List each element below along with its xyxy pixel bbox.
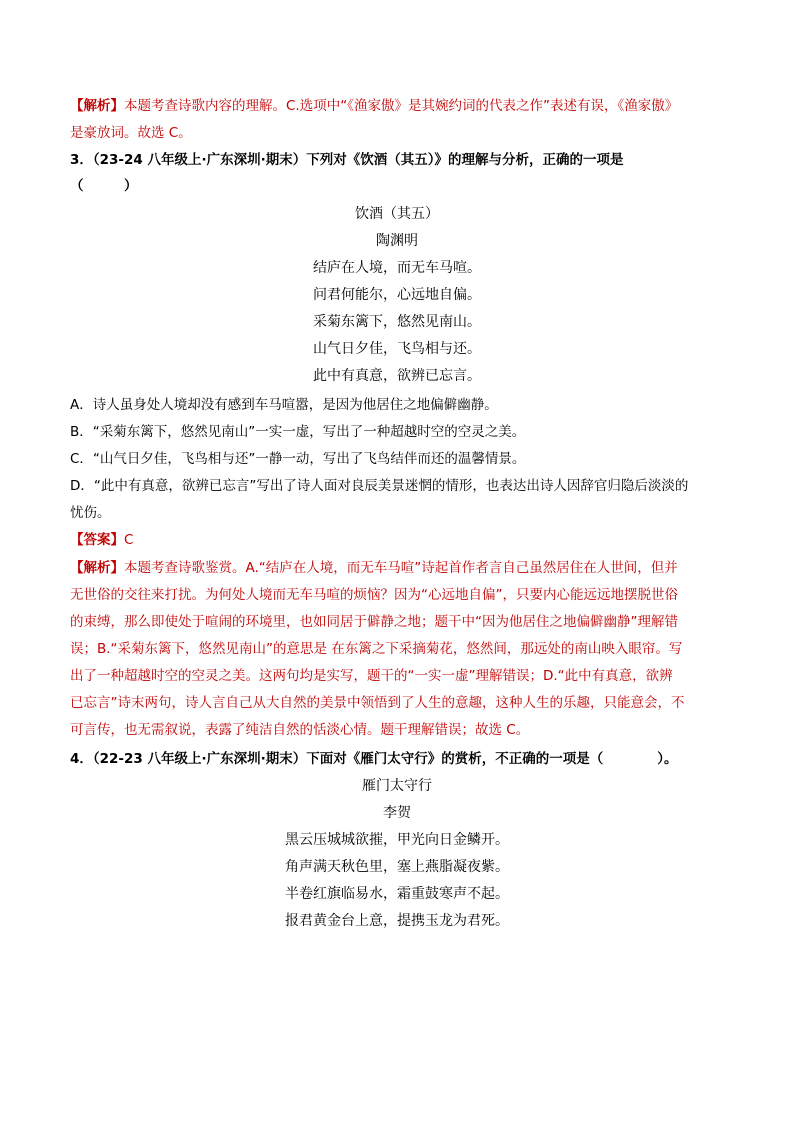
poem-title: 雁门太守行 [362, 778, 432, 794]
analysis-line: 误；B.“采菊东篱下，悠然见南山”的意思是 在东篱之下采摘菊花，悠然间，那远处的南山映入眼帘。写 [70, 641, 683, 657]
poem-author: 陶渊明 [376, 233, 418, 249]
option-a: A．诗人虽身处人境却没有感到车马喧嚣，是因为他居住之地偏僻幽静。 [70, 397, 498, 413]
analysis-line [70, 558, 678, 578]
analysis-tag: 【解析】 [70, 98, 124, 114]
poem-line: 角声满天秋色里，塞上燕脂凝夜紫。 [285, 859, 509, 875]
analysis-line: 已忘言”诗末两句，诗人言自己从大自然的美景中领悟到了人生的意趣，这种人生的乐趣，只能意会，不 [70, 695, 685, 711]
poem-line: 报君黄金台上意，提携玉龙为君死。 [285, 913, 509, 929]
poem-line: 此中有真意，欲辨已忘言。 [313, 368, 481, 384]
analysis-tag: 【解析】 [70, 560, 124, 576]
question-4-stem: 4．（22-23 八年级上·广东深圳·期末）下面对《雁门太守行》的赏析，不正确的一项是（ ）。 [70, 751, 678, 767]
option-d: D．“此中有真意，欲辨已忘言”写出了诗人面对良辰美景迷惘的情形，也表达出诗人因辞官归隐后淡淡的 [70, 478, 689, 494]
question-3-stem: 3．（23-24 八年级上·广东深圳·期末）下列对《饮酒（其五）》的理解与分析，正确的一项是 [70, 152, 624, 168]
poem-line: 问君何能尔，心远地自偏。 [313, 287, 481, 303]
option-d-continued: 忧伤。 [70, 505, 111, 521]
analysis-line: 的束缚，那么即使处于喧闹的环境里，也如同居于僻静之地；题干中“因为他居住之地偏僻幽静”理解错 [70, 614, 678, 630]
option-b: B．“采菊东篱下，悠然见南山”一实一虚，写出了一种超越时空的空灵之美。 [70, 424, 526, 440]
analysis-line: 无世俗的交往来打扰。为何处人境而无车马喧的烦恼？因为“心远地自偏”，只要内心能远远地摆脱世俗 [70, 587, 678, 603]
answer-tag: 【答案】 [70, 532, 124, 548]
poem-line: 结庐在人境，而无车马喧。 [313, 260, 481, 276]
poem-title: 饮酒（其五） [355, 206, 439, 222]
analysis-text: 本题考查诗歌内容的理解。C.选项中“《渔家傲》是其婉约词的代表之作”表述有误，《渔家傲》 [124, 98, 679, 114]
poem-line: 黑云压城城欲摧，甲光向日金鳞开。 [285, 832, 509, 848]
analysis-line: 出了一种超越时空的空灵之美。这两句均是实写，题干的“一实一虚”理解错误；D.“此中有真意，欲辨 [70, 668, 673, 684]
answer-line [70, 530, 133, 550]
answer-value: C [124, 532, 134, 548]
analysis-line: 可言传，也无需叙说，表露了纯洁自然的恬淡心情。题干理解错误；故选 C。 [70, 722, 530, 738]
poem-line: 采菊东篱下，悠然见南山。 [313, 314, 481, 330]
analysis-text: 本题考查诗歌鉴赏。A.“结庐在人境，而无车马喧”诗起首作者言自己虽然居住在人世间，但并 [124, 560, 678, 576]
analysis-line: 是豪放词。故选 C。 [70, 125, 192, 141]
option-c: C．“山气日夕佳，飞鸟相与还”一静一动，写出了飞鸟结伴而还的温馨情景。 [70, 451, 526, 467]
answer-blank: （ ） [70, 178, 138, 194]
poem-line: 山气日夕佳，飞鸟相与还。 [313, 341, 481, 357]
poem-line: 半卷红旗临易水，霜重鼓寒声不起。 [285, 886, 509, 902]
analysis-line [70, 96, 678, 116]
poem-author: 李贺 [383, 805, 411, 821]
